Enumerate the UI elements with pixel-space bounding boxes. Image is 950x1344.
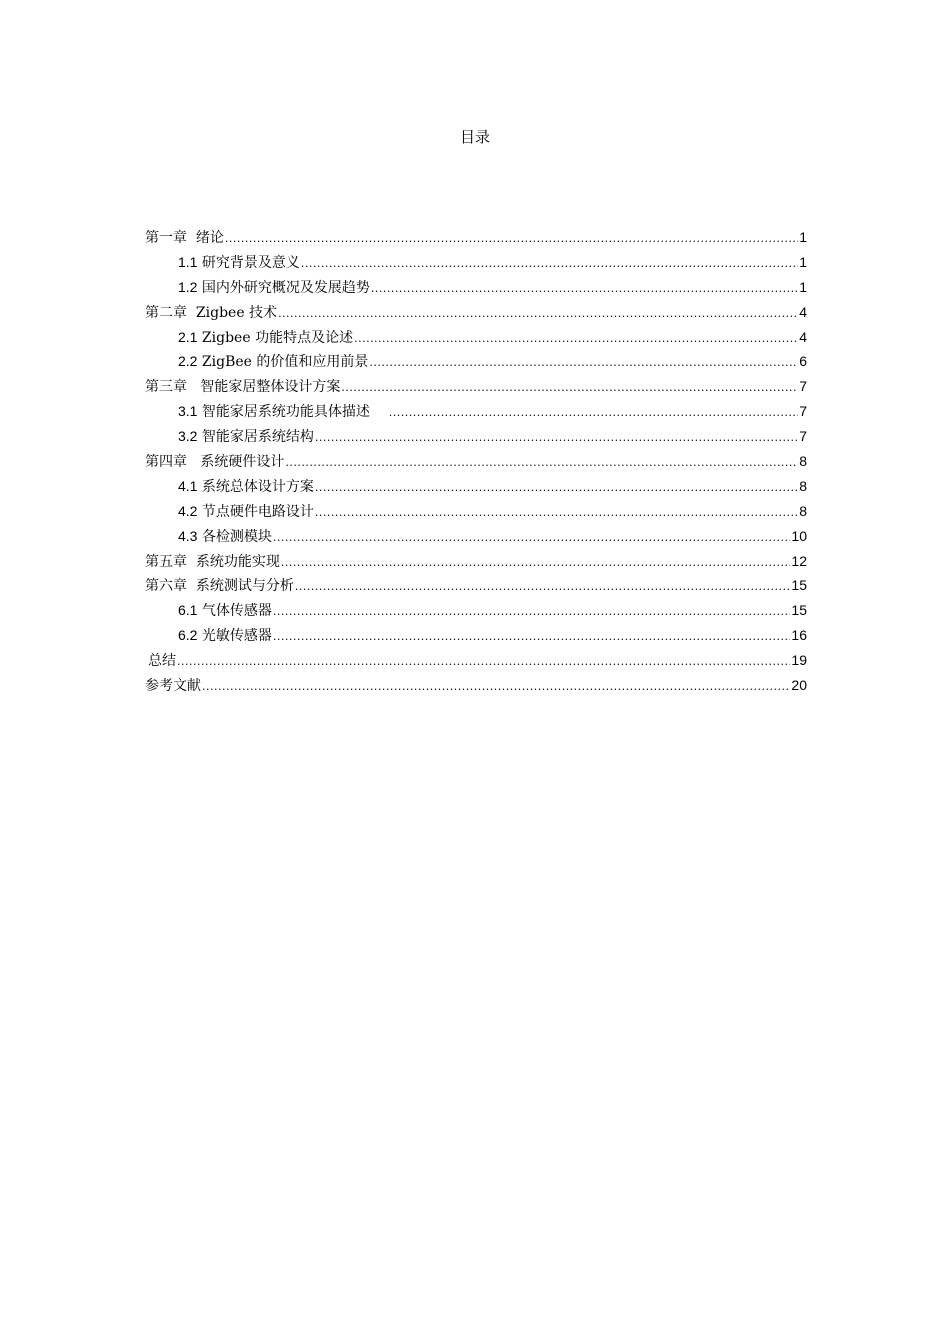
toc-entry-label xyxy=(178,424,314,450)
toc-entry[interactable] xyxy=(145,374,807,399)
toc-entry-label xyxy=(178,623,272,649)
toc-entry[interactable] xyxy=(145,225,807,250)
toc-entry-number: 4.1 xyxy=(178,477,198,494)
toc-entry-label xyxy=(148,649,176,674)
toc-page-number: 4 xyxy=(799,303,807,320)
toc-entry[interactable] xyxy=(145,250,807,275)
toc-entry-text: 第四章 系统硬件设计 xyxy=(145,454,285,471)
toc-entry-label xyxy=(145,375,340,400)
toc-entry-number: 2.2 xyxy=(178,353,198,370)
toc-leader-dots xyxy=(177,650,790,675)
toc-entry-text: 参考文献 xyxy=(145,678,201,695)
toc-entry-label xyxy=(178,524,272,550)
toc-leader-dots xyxy=(369,351,798,376)
toc-page-number: 12 xyxy=(791,552,807,569)
toc-entry-label xyxy=(178,325,353,351)
toc-entry-text: 各检测模块 xyxy=(201,528,272,545)
toc-entry-text: 气体传感器 xyxy=(201,603,272,620)
toc-page-number: 8 xyxy=(799,477,807,494)
toc-leader-dots xyxy=(371,277,798,302)
toc-entry-number: 4.3 xyxy=(178,527,198,544)
toc-entry-label xyxy=(145,450,284,475)
toc-entry[interactable] xyxy=(145,573,807,598)
toc-entry-number: 1.2 xyxy=(178,278,198,295)
toc-page-number: 7 xyxy=(799,403,807,420)
toc-leader-dots xyxy=(278,302,798,327)
toc-entry-text: 系统总体设计方案 xyxy=(201,478,314,495)
toc-entry-text: 第五章 系统功能实现 xyxy=(145,553,280,570)
toc-leader-dots xyxy=(354,327,798,352)
toc-page-number: 20 xyxy=(791,677,807,694)
toc-entry-text: 节点硬件电路设计 xyxy=(201,503,314,520)
toc-page-number: 1 xyxy=(799,229,807,245)
toc-entry[interactable] xyxy=(145,424,807,449)
toc-entry-text: 总结 xyxy=(148,653,176,670)
toc-entry-label xyxy=(145,574,294,599)
toc-entry[interactable] xyxy=(145,524,807,549)
toc-entry[interactable] xyxy=(145,300,807,325)
toc-leader-dots xyxy=(273,600,791,625)
toc-entry-number: 4.2 xyxy=(178,502,198,519)
toc-leader-dots xyxy=(281,551,791,576)
toc-entry-label xyxy=(145,301,277,326)
toc-page-number: 1 xyxy=(799,253,807,270)
toc-entry-label xyxy=(145,550,280,575)
toc-entry-number: 1.1 xyxy=(178,253,198,270)
toc-entry[interactable] xyxy=(145,349,807,374)
toc-leader-dots xyxy=(315,426,798,451)
toc-leader-dots xyxy=(273,526,791,551)
toc-entry-label xyxy=(178,598,272,624)
toc-entry-label xyxy=(178,250,300,276)
toc-entry[interactable] xyxy=(145,673,807,698)
toc-entry-text: Zigbee 功能特点及论述 xyxy=(201,329,354,346)
toc-page-number: 15 xyxy=(791,602,807,619)
toc-entry-label xyxy=(178,499,314,525)
toc-entry-text: 第三章 智能家居整体设计方案 xyxy=(145,379,341,396)
toc-page-number: 10 xyxy=(791,527,807,544)
toc-entry[interactable] xyxy=(145,549,807,574)
toc-entry[interactable] xyxy=(145,499,807,524)
toc-entry[interactable] xyxy=(145,648,807,673)
toc-entry-number: 3.2 xyxy=(178,428,198,445)
toc-leader-dots xyxy=(301,252,798,277)
toc-entry[interactable] xyxy=(145,449,807,474)
toc-leader-dots xyxy=(273,625,791,650)
toc-page-number: 4 xyxy=(799,328,807,345)
toc-entry-label xyxy=(178,399,388,425)
toc-page-number: 16 xyxy=(791,627,807,644)
toc-page-number: 6 xyxy=(799,353,807,370)
toc-leader-dots xyxy=(295,575,791,600)
toc-entry-text: 研究背景及意义 xyxy=(201,254,300,271)
toc-entry-text: ZigBee 的价值和应用前景 xyxy=(201,354,369,371)
toc-entry[interactable] xyxy=(145,623,807,648)
toc-entry[interactable] xyxy=(145,275,807,300)
toc-entry-label xyxy=(145,674,201,699)
toc-entry-label xyxy=(178,349,368,375)
toc-entry-text: 光敏传感器 xyxy=(201,628,272,645)
toc-entry-number: 6.1 xyxy=(178,602,198,619)
toc-entry[interactable] xyxy=(145,598,807,623)
toc-leader-dots xyxy=(315,476,798,501)
toc-entry-number: 6.2 xyxy=(178,627,198,644)
toc-leader-dots xyxy=(315,501,798,526)
toc-page-number: 7 xyxy=(799,378,807,395)
toc-entry-label xyxy=(178,275,370,301)
toc-leader-dots xyxy=(389,401,798,426)
toc-leader-dots xyxy=(285,451,798,476)
toc-entry-number: 2.1 xyxy=(178,328,198,345)
toc-entry[interactable] xyxy=(145,399,807,424)
toc-entry[interactable] xyxy=(145,474,807,499)
toc-entry-text: 国内外研究概况及发展趋势 xyxy=(201,279,370,296)
toc-entry-label xyxy=(145,226,224,251)
toc-entry-text: 第一章 绪论 xyxy=(145,230,224,246)
toc-leader-dots xyxy=(341,376,798,401)
toc-entry-text: 智能家居系统功能具体描述 xyxy=(201,404,388,421)
toc-page-number: 15 xyxy=(791,577,807,594)
toc-page-number: 1 xyxy=(799,278,807,295)
toc-page-number: 8 xyxy=(799,453,807,470)
toc-leader-dots xyxy=(225,227,798,252)
toc-entry-label xyxy=(178,474,314,500)
toc-page-number: 8 xyxy=(799,502,807,519)
toc-entry-text: 智能家居系统结构 xyxy=(201,429,314,446)
toc-leader-dots xyxy=(202,675,790,700)
toc-entry-text: 第六章 系统测试与分析 xyxy=(145,578,294,595)
toc-page-number: 7 xyxy=(799,428,807,445)
toc-entry-text: 第二章 Zigbee 技术 xyxy=(145,304,278,321)
toc-page-number: 19 xyxy=(791,652,807,669)
table-of-contents xyxy=(145,225,807,698)
toc-title: 目录 xyxy=(459,128,490,146)
toc-entry[interactable] xyxy=(145,325,807,350)
toc-entry-number: 3.1 xyxy=(178,403,198,420)
